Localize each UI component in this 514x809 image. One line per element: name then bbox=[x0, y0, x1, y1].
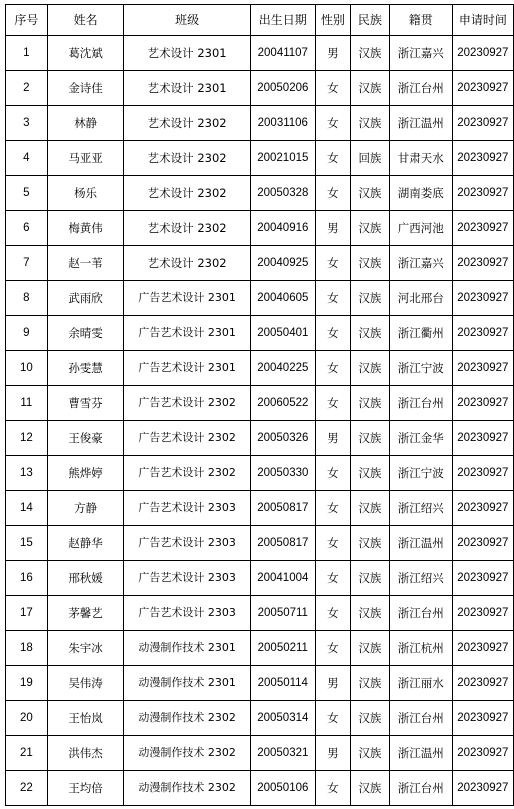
cell-birth: 20050211 bbox=[250, 631, 315, 666]
cell-gender: 女 bbox=[315, 246, 350, 281]
cell-origin: 浙江温州 bbox=[389, 736, 452, 771]
header-cell-origin: 籍贯 bbox=[389, 5, 452, 36]
cell-date: 20230927 bbox=[452, 71, 513, 106]
cell-ethnicity: 汉族 bbox=[350, 36, 389, 71]
cell-date: 20230927 bbox=[452, 526, 513, 561]
cell-ethnicity: 汉族 bbox=[350, 491, 389, 526]
cell-no: 17 bbox=[6, 596, 48, 631]
cell-origin: 甘肃天水 bbox=[389, 141, 452, 176]
cell-no: 12 bbox=[6, 421, 48, 456]
cell-origin: 浙江嘉兴 bbox=[389, 36, 452, 71]
table-row bbox=[6, 36, 514, 71]
cell-class: 艺术设计 2302 bbox=[124, 211, 250, 246]
cell-ethnicity: 汉族 bbox=[350, 596, 389, 631]
cell-class: 艺术设计 2302 bbox=[124, 176, 250, 211]
cell-no: 8 bbox=[6, 281, 48, 316]
cell-origin: 广西河池 bbox=[389, 211, 452, 246]
cell-date: 20230927 bbox=[452, 596, 513, 631]
table-row bbox=[6, 211, 514, 246]
table-row bbox=[6, 701, 514, 736]
cell-date: 20230927 bbox=[452, 211, 513, 246]
cell-birth: 20040925 bbox=[250, 246, 315, 281]
cell-birth: 20040225 bbox=[250, 351, 315, 386]
cell-origin: 浙江台州 bbox=[389, 701, 452, 736]
table-row bbox=[6, 246, 514, 281]
cell-gender: 女 bbox=[315, 491, 350, 526]
cell-name: 赵一苇 bbox=[47, 246, 124, 281]
cell-ethnicity: 汉族 bbox=[350, 736, 389, 771]
cell-gender: 女 bbox=[315, 71, 350, 106]
cell-date: 20230927 bbox=[452, 666, 513, 701]
cell-origin: 浙江丽水 bbox=[389, 666, 452, 701]
cell-name: 金诗佳 bbox=[47, 71, 124, 106]
cell-origin: 浙江衢州 bbox=[389, 316, 452, 351]
cell-date: 20230927 bbox=[452, 631, 513, 666]
cell-birth: 20060522 bbox=[250, 386, 315, 421]
cell-no: 5 bbox=[6, 176, 48, 211]
cell-birth: 20050401 bbox=[250, 316, 315, 351]
cell-birth: 20031106 bbox=[250, 106, 315, 141]
cell-birth: 20021015 bbox=[250, 141, 315, 176]
cell-ethnicity: 汉族 bbox=[350, 631, 389, 666]
cell-date: 20230927 bbox=[452, 106, 513, 141]
cell-name: 洪伟杰 bbox=[47, 736, 124, 771]
cell-birth: 20050711 bbox=[250, 596, 315, 631]
cell-date: 20230927 bbox=[452, 771, 513, 806]
cell-date: 20230927 bbox=[452, 456, 513, 491]
cell-date: 20230927 bbox=[452, 36, 513, 71]
cell-name: 赵静华 bbox=[47, 526, 124, 561]
cell-birth: 20050817 bbox=[250, 526, 315, 561]
header-cell-name: 姓名 bbox=[47, 5, 124, 36]
cell-class: 动漫制作技术 2301 bbox=[124, 631, 250, 666]
cell-date: 20230927 bbox=[452, 386, 513, 421]
cell-name: 王均倍 bbox=[47, 771, 124, 806]
cell-gender: 女 bbox=[315, 386, 350, 421]
cell-no: 3 bbox=[6, 106, 48, 141]
cell-gender: 女 bbox=[315, 281, 350, 316]
cell-date: 20230927 bbox=[452, 561, 513, 596]
cell-class: 广告艺术设计 2302 bbox=[124, 421, 250, 456]
cell-birth: 20050817 bbox=[250, 491, 315, 526]
cell-name: 茅馨艺 bbox=[47, 596, 124, 631]
cell-ethnicity: 汉族 bbox=[350, 561, 389, 596]
cell-no: 10 bbox=[6, 351, 48, 386]
cell-origin: 浙江金华 bbox=[389, 421, 452, 456]
cell-gender: 男 bbox=[315, 421, 350, 456]
cell-ethnicity: 汉族 bbox=[350, 71, 389, 106]
cell-no: 9 bbox=[6, 316, 48, 351]
cell-ethnicity: 汉族 bbox=[350, 316, 389, 351]
cell-gender: 女 bbox=[315, 701, 350, 736]
cell-gender: 女 bbox=[315, 106, 350, 141]
cell-date: 20230927 bbox=[452, 281, 513, 316]
cell-class: 广告艺术设计 2303 bbox=[124, 526, 250, 561]
cell-origin: 浙江宁波 bbox=[389, 351, 452, 386]
cell-birth: 20050114 bbox=[250, 666, 315, 701]
table-row bbox=[6, 526, 514, 561]
cell-origin: 浙江绍兴 bbox=[389, 491, 452, 526]
cell-name: 王怡岚 bbox=[47, 701, 124, 736]
cell-gender: 女 bbox=[315, 351, 350, 386]
cell-class: 艺术设计 2301 bbox=[124, 71, 250, 106]
cell-origin: 浙江温州 bbox=[389, 106, 452, 141]
cell-origin: 湖南娄底 bbox=[389, 176, 452, 211]
cell-name: 杨乐 bbox=[47, 176, 124, 211]
cell-date: 20230927 bbox=[452, 701, 513, 736]
cell-name: 吴伟涛 bbox=[47, 666, 124, 701]
cell-birth: 20050326 bbox=[250, 421, 315, 456]
cell-no: 7 bbox=[6, 246, 48, 281]
cell-class: 艺术设计 2302 bbox=[124, 106, 250, 141]
cell-gender: 女 bbox=[315, 526, 350, 561]
cell-name: 孙雯慧 bbox=[47, 351, 124, 386]
cell-origin: 浙江台州 bbox=[389, 596, 452, 631]
cell-name: 邢秋媛 bbox=[47, 561, 124, 596]
cell-name: 朱宇冰 bbox=[47, 631, 124, 666]
cell-date: 20230927 bbox=[452, 316, 513, 351]
cell-no: 14 bbox=[6, 491, 48, 526]
cell-gender: 男 bbox=[315, 666, 350, 701]
cell-birth: 20050314 bbox=[250, 701, 315, 736]
cell-birth: 20050328 bbox=[250, 176, 315, 211]
table-row bbox=[6, 141, 514, 176]
table-row bbox=[6, 71, 514, 106]
cell-ethnicity: 汉族 bbox=[350, 771, 389, 806]
cell-name: 葛沈斌 bbox=[47, 36, 124, 71]
cell-class: 动漫制作技术 2302 bbox=[124, 736, 250, 771]
cell-birth: 20040605 bbox=[250, 281, 315, 316]
cell-ethnicity: 汉族 bbox=[350, 281, 389, 316]
cell-name: 曹雪芬 bbox=[47, 386, 124, 421]
cell-origin: 浙江嘉兴 bbox=[389, 246, 452, 281]
cell-class: 艺术设计 2301 bbox=[124, 36, 250, 71]
table-row bbox=[6, 456, 514, 491]
cell-class: 广告艺术设计 2301 bbox=[124, 351, 250, 386]
cell-ethnicity: 汉族 bbox=[350, 106, 389, 141]
cell-gender: 女 bbox=[315, 316, 350, 351]
cell-no: 11 bbox=[6, 386, 48, 421]
header-cell-ethnicity: 民族 bbox=[350, 5, 389, 36]
table-row bbox=[6, 351, 514, 386]
cell-date: 20230927 bbox=[452, 246, 513, 281]
cell-birth: 20040916 bbox=[250, 211, 315, 246]
cell-no: 21 bbox=[6, 736, 48, 771]
cell-no: 6 bbox=[6, 211, 48, 246]
cell-gender: 男 bbox=[315, 736, 350, 771]
cell-ethnicity: 汉族 bbox=[350, 386, 389, 421]
cell-class: 动漫制作技术 2301 bbox=[124, 666, 250, 701]
table-row bbox=[6, 106, 514, 141]
table-row bbox=[6, 281, 514, 316]
cell-no: 13 bbox=[6, 456, 48, 491]
table-row bbox=[6, 421, 514, 456]
cell-date: 20230927 bbox=[452, 736, 513, 771]
cell-class: 广告艺术设计 2303 bbox=[124, 491, 250, 526]
cell-date: 20230927 bbox=[452, 421, 513, 456]
cell-date: 20230927 bbox=[452, 141, 513, 176]
header-cell-class: 班级 bbox=[124, 5, 250, 36]
table-row bbox=[6, 666, 514, 701]
cell-gender: 女 bbox=[315, 596, 350, 631]
cell-no: 19 bbox=[6, 666, 48, 701]
cell-class: 艺术设计 2302 bbox=[124, 246, 250, 281]
cell-gender: 女 bbox=[315, 141, 350, 176]
cell-birth: 20050106 bbox=[250, 771, 315, 806]
cell-gender: 女 bbox=[315, 631, 350, 666]
cell-ethnicity: 汉族 bbox=[350, 526, 389, 561]
cell-class: 广告艺术设计 2302 bbox=[124, 386, 250, 421]
cell-name: 余晴雯 bbox=[47, 316, 124, 351]
cell-no: 16 bbox=[6, 561, 48, 596]
header-cell-birth: 出生日期 bbox=[250, 5, 315, 36]
cell-ethnicity: 汉族 bbox=[350, 666, 389, 701]
cell-ethnicity: 回族 bbox=[350, 141, 389, 176]
cell-gender: 男 bbox=[315, 211, 350, 246]
cell-name: 林静 bbox=[47, 106, 124, 141]
cell-date: 20230927 bbox=[452, 351, 513, 386]
cell-class: 动漫制作技术 2302 bbox=[124, 771, 250, 806]
cell-name: 武雨欣 bbox=[47, 281, 124, 316]
cell-date: 20230927 bbox=[452, 176, 513, 211]
cell-class: 广告艺术设计 2303 bbox=[124, 596, 250, 631]
cell-birth: 20050330 bbox=[250, 456, 315, 491]
table-row bbox=[6, 386, 514, 421]
cell-no: 22 bbox=[6, 771, 48, 806]
table-row bbox=[6, 316, 514, 351]
cell-ethnicity: 汉族 bbox=[350, 246, 389, 281]
cell-origin: 浙江绍兴 bbox=[389, 561, 452, 596]
cell-name: 马亚亚 bbox=[47, 141, 124, 176]
cell-origin: 浙江台州 bbox=[389, 771, 452, 806]
cell-name: 方静 bbox=[47, 491, 124, 526]
cell-origin: 河北邢台 bbox=[389, 281, 452, 316]
header-cell-gender: 性别 bbox=[315, 5, 350, 36]
cell-gender: 女 bbox=[315, 771, 350, 806]
table-row bbox=[6, 596, 514, 631]
cell-ethnicity: 汉族 bbox=[350, 351, 389, 386]
cell-class: 广告艺术设计 2302 bbox=[124, 456, 250, 491]
cell-gender: 男 bbox=[315, 36, 350, 71]
cell-ethnicity: 汉族 bbox=[350, 421, 389, 456]
cell-ethnicity: 汉族 bbox=[350, 176, 389, 211]
cell-birth: 20041107 bbox=[250, 36, 315, 71]
cell-no: 18 bbox=[6, 631, 48, 666]
table-row bbox=[6, 736, 514, 771]
table-row bbox=[6, 771, 514, 806]
cell-origin: 浙江温州 bbox=[389, 526, 452, 561]
cell-birth: 20050206 bbox=[250, 71, 315, 106]
table-body bbox=[6, 36, 514, 806]
cell-class: 广告艺术设计 2301 bbox=[124, 316, 250, 351]
cell-no: 2 bbox=[6, 71, 48, 106]
cell-name: 王俊豪 bbox=[47, 421, 124, 456]
cell-origin: 浙江台州 bbox=[389, 71, 452, 106]
table-row bbox=[6, 176, 514, 211]
cell-class: 广告艺术设计 2303 bbox=[124, 561, 250, 596]
cell-no: 4 bbox=[6, 141, 48, 176]
cell-no: 20 bbox=[6, 701, 48, 736]
header-cell-no: 序号 bbox=[6, 5, 48, 36]
cell-name: 熊烨婷 bbox=[47, 456, 124, 491]
cell-no: 15 bbox=[6, 526, 48, 561]
roster-table bbox=[5, 4, 514, 806]
table-row bbox=[6, 631, 514, 666]
cell-name: 梅黄伟 bbox=[47, 211, 124, 246]
cell-origin: 浙江杭州 bbox=[389, 631, 452, 666]
cell-class: 广告艺术设计 2301 bbox=[124, 281, 250, 316]
cell-class: 艺术设计 2302 bbox=[124, 141, 250, 176]
cell-gender: 女 bbox=[315, 456, 350, 491]
cell-ethnicity: 汉族 bbox=[350, 456, 389, 491]
cell-birth: 20041004 bbox=[250, 561, 315, 596]
cell-date: 20230927 bbox=[452, 491, 513, 526]
cell-class: 动漫制作技术 2302 bbox=[124, 701, 250, 736]
header-row bbox=[6, 5, 514, 36]
cell-origin: 浙江台州 bbox=[389, 386, 452, 421]
cell-ethnicity: 汉族 bbox=[350, 701, 389, 736]
table-row bbox=[6, 491, 514, 526]
cell-gender: 女 bbox=[315, 561, 350, 596]
cell-gender: 女 bbox=[315, 176, 350, 211]
cell-origin: 浙江宁波 bbox=[389, 456, 452, 491]
cell-no: 1 bbox=[6, 36, 48, 71]
header-cell-date: 申请时间 bbox=[452, 5, 513, 36]
cell-birth: 20050321 bbox=[250, 736, 315, 771]
cell-ethnicity: 汉族 bbox=[350, 211, 389, 246]
table-row bbox=[6, 561, 514, 596]
